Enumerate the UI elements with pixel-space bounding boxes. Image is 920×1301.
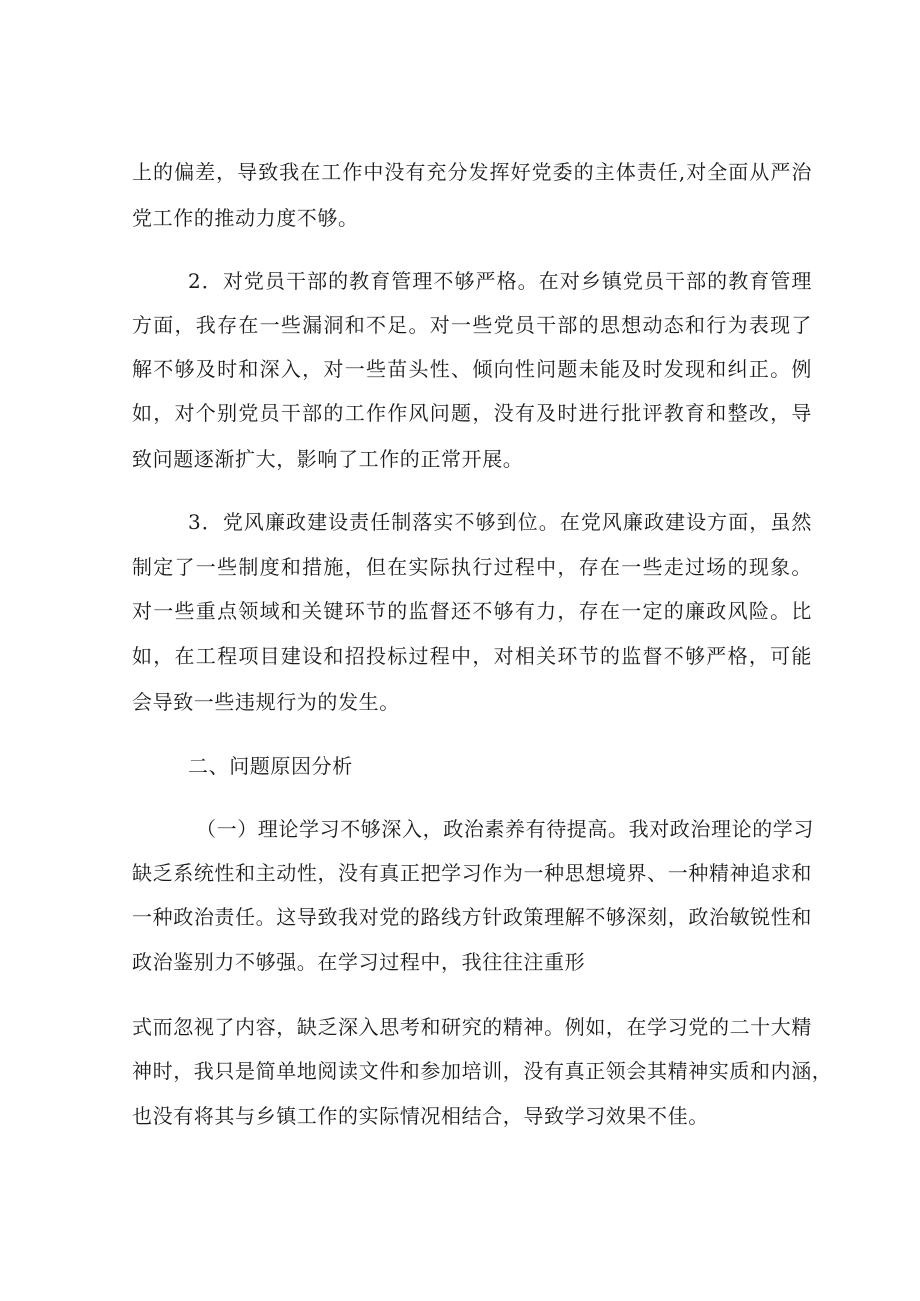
- paragraph-line: 如，在工程项目建设和招投标过程中，对相关环节的监督不够严格，可能: [132, 644, 812, 668]
- paragraph-line: 神时，我只是简单地阅读文件和参加培训，没有真正领会其精神实质和内涵，: [132, 1059, 833, 1083]
- paragraph-line: 3．党风廉政建设责任制落实不够到位。在党风廉政建设方面，虽然: [188, 510, 812, 534]
- paragraph-line: 党工作的推动力度不够。: [132, 206, 359, 230]
- paragraph-line: 如，对个别党员干部的工作作风问题，没有及时进行批评教育和整改，导: [132, 401, 812, 425]
- paragraph-line: 会导致一些违规行为的发生。: [132, 690, 400, 714]
- paragraph-line: 对一些重点领域和关键环节的监督还不够有力，存在一定的廉政风险。比: [132, 599, 812, 623]
- paragraph-line: 上的偏差，导致我在工作中没有充分发挥好党委的主体责任,对全面从严治: [132, 160, 812, 184]
- paragraph-line: 制定了一些制度和措施，但在实际执行过程中，存在一些走过场的现象。: [132, 555, 812, 579]
- paragraph-line: 解不够及时和深入，对一些苗头性、倾向性问题未能及时发现和纠正。例: [132, 357, 812, 381]
- paragraph-line: （一）理论学习不够深入，政治素养有待提高。我对政治理论的学习: [196, 817, 814, 841]
- paragraph-line: 缺乏系统性和主动性，没有真正把学习作为一种思想境界、一种精神追求和: [132, 861, 812, 885]
- paragraph-line: 一种政治责任。这导致我对党的路线方针政策理解不够深刻，政治敏锐性和: [132, 905, 812, 929]
- section-heading: 二、问题原因分析: [188, 754, 353, 778]
- paragraph-line: 方面，我存在一些漏洞和不足。对一些党员干部的思想动态和行为表现了: [132, 313, 812, 337]
- paragraph-line: 致问题逐渐扩大，影响了工作的正常开展。: [132, 447, 524, 471]
- paragraph-line: 式而忽视了内容，缺乏深入思考和研究的精神。例如，在学习党的二十大精: [132, 1015, 812, 1039]
- paragraph-line: 2．对党员干部的教育管理不够严格。在对乡镇党员干部的教育管理: [188, 269, 812, 293]
- paragraph-line: 也没有将其与乡镇工作的实际情况相结合，导致学习效果不佳。: [132, 1104, 709, 1128]
- paragraph-line: 政治鉴别力不够强。在学习过程中，我往往注重形: [132, 950, 586, 974]
